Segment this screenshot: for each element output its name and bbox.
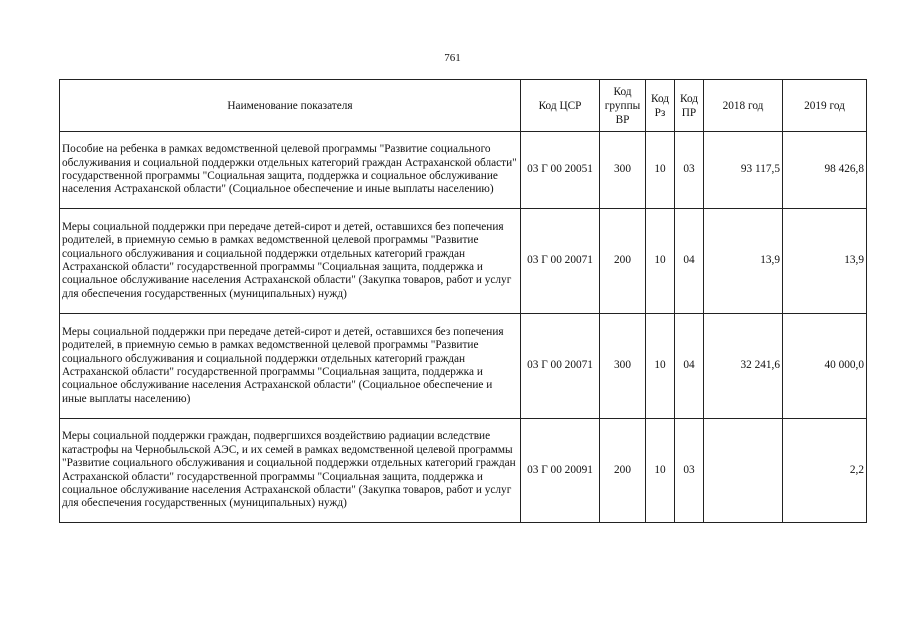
row-2018: 93 117,5: [704, 132, 783, 209]
row-2019: 98 426,8: [783, 132, 867, 209]
row-name: Меры социальной поддержки граждан, подвергшихся воздействию радиации вследствие катастрофы на Чернобыльской АЭС, и их семей в рамках ведомственной целевой программы "Развитие социального обслуживания и социальной поддержки отдельных категорий граждан Астраханской области" государственной программы "Социальная защита, поддержка и социальное обслуживание населения Астраханской области" (Закупка товаров, работ и услуг для обеспечения государственных (муниципальных) нужд): [60, 419, 521, 523]
table-row: [60, 419, 867, 523]
row-vr: 200: [600, 419, 646, 523]
header-rz: Код Рз: [646, 80, 675, 132]
row-pr: 03: [675, 132, 704, 209]
row-vr: 300: [600, 132, 646, 209]
row-2019: 40 000,0: [783, 314, 867, 419]
row-2019: 2,2: [783, 419, 867, 523]
header-pr: Код ПР: [675, 80, 704, 132]
table-row: [60, 209, 867, 314]
row-2018: [704, 419, 783, 523]
row-csr: 03 Г 00 20091: [521, 419, 600, 523]
row-2019: 13,9: [783, 209, 867, 314]
row-name: Пособие на ребенка в рамках ведомственной целевой программы "Развитие социального обслуживания и социальной поддержки отдельных категорий граждан Астраханской области" государственной программы "Социальная защита, поддержка и социальное обслуживание населения Астраханской области" (Социальное обеспечение и иные выплаты населению): [60, 132, 521, 209]
row-name: Меры социальной поддержки при передаче детей-сирот и детей, оставшихся без попечения родителей, в приемную семью в рамках ведомственной целевой программы "Развитие социального обслуживания и социальной поддержки отдельных категорий граждан Астраханской области" государственной программы "Социальная защита, поддержка и социальное обслуживание населения Астраханской области" (Закупка товаров, работ и услуг для обеспечения государственных (муниципальных) нужд): [60, 209, 521, 314]
row-name: Меры социальной поддержки при передаче детей-сирот и детей, оставшихся без попечения родителей, в приемную семью в рамках ведомственной целевой программы "Развитие социального обслуживания и социальной поддержки отдельных категорий граждан Астраханской области" государственной программы "Социальная защита, поддержка и социальное обслуживание населения Астраханской области" (Социальное обеспечение и иные выплаты населению): [60, 314, 521, 419]
header-csr: Код ЦСР: [521, 80, 600, 132]
row-csr: 03 Г 00 20071: [521, 314, 600, 419]
budget-table: [59, 79, 867, 523]
row-rz: 10: [646, 419, 675, 523]
table-row: [60, 314, 867, 419]
row-2018: 32 241,6: [704, 314, 783, 419]
row-csr: 03 Г 00 20071: [521, 209, 600, 314]
row-rz: 10: [646, 314, 675, 419]
header-name: Наименование показателя: [60, 80, 521, 132]
row-pr: 04: [675, 314, 704, 419]
row-2018: 13,9: [704, 209, 783, 314]
header-2019: 2019 год: [783, 80, 867, 132]
row-pr: 04: [675, 209, 704, 314]
row-rz: 10: [646, 132, 675, 209]
row-pr: 03: [675, 419, 704, 523]
header-vr: Код группы ВР: [600, 80, 646, 132]
table-header-row: [60, 80, 867, 132]
table-row: [60, 132, 867, 209]
row-rz: 10: [646, 209, 675, 314]
header-2018: 2018 год: [704, 80, 783, 132]
row-vr: 300: [600, 314, 646, 419]
row-csr: 03 Г 00 20051: [521, 132, 600, 209]
row-vr: 200: [600, 209, 646, 314]
page-number: 761: [444, 52, 461, 64]
